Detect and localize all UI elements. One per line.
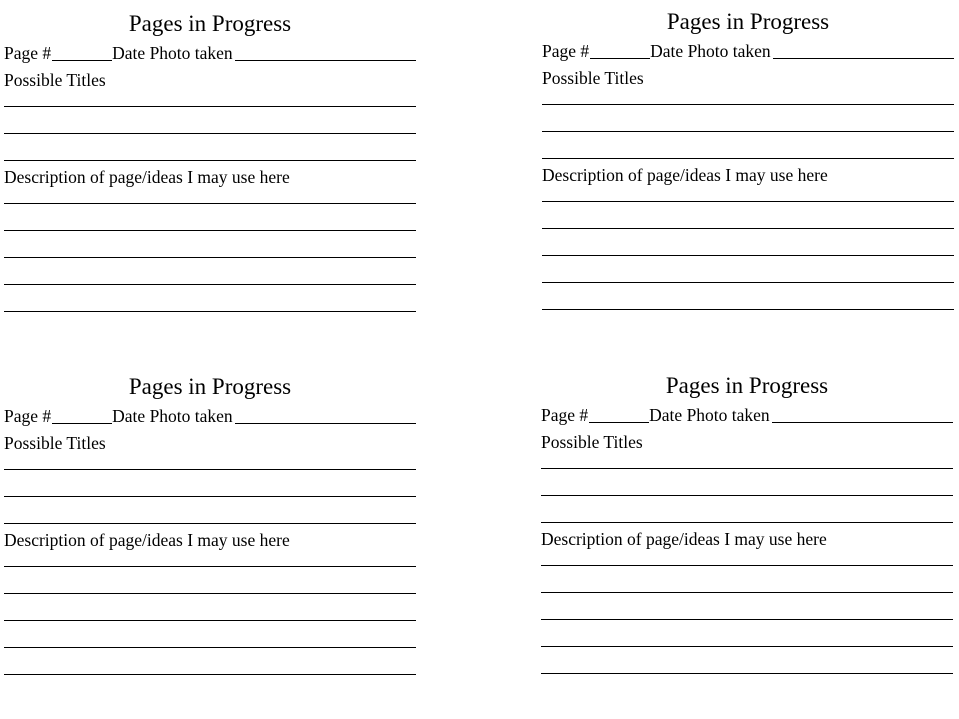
description-line[interactable] [541, 619, 953, 620]
title-line[interactable] [4, 469, 416, 470]
titles-lines [4, 469, 416, 524]
description-line[interactable] [542, 255, 954, 256]
title-line[interactable] [4, 523, 416, 524]
card-title: Pages in Progress [666, 9, 830, 34]
page-number-label: Page # [541, 405, 589, 425]
date-photo-field[interactable] [772, 407, 953, 423]
page-number-field[interactable] [590, 43, 650, 59]
title-line[interactable] [542, 104, 954, 105]
possible-titles-label: Possible Titles [541, 432, 643, 452]
title-line[interactable] [542, 131, 954, 132]
progress-card-top-right [542, 9, 954, 310]
progress-card-bottom-right [541, 373, 953, 674]
description-line[interactable] [542, 201, 954, 202]
description-line[interactable] [4, 566, 416, 567]
card-title: Pages in Progress [665, 373, 829, 398]
page-date-row [4, 406, 416, 426]
date-photo-field[interactable] [235, 408, 416, 424]
description-line[interactable] [541, 646, 953, 647]
page-number-field[interactable] [52, 45, 112, 61]
possible-titles-label: Possible Titles [4, 433, 106, 453]
date-photo-label: Date Photo taken [650, 41, 771, 61]
title-line[interactable] [4, 106, 416, 107]
page-date-row [542, 41, 954, 61]
date-photo-label: Date Photo taken [112, 43, 233, 63]
page-number-field[interactable] [52, 408, 112, 424]
description-lines [542, 201, 954, 310]
page-date-row [4, 43, 416, 63]
description-line[interactable] [542, 282, 954, 283]
description-line[interactable] [4, 647, 416, 648]
description-label: Description of page/ideas I may use here [542, 165, 828, 185]
description-line[interactable] [541, 673, 953, 674]
description-lines [541, 565, 953, 674]
description-line[interactable] [4, 311, 416, 312]
description-label: Description of page/ideas I may use here [4, 530, 290, 550]
card-title: Pages in Progress [128, 11, 292, 36]
page-number-label: Page # [542, 41, 590, 61]
date-photo-label: Date Photo taken [649, 405, 770, 425]
description-line[interactable] [541, 592, 953, 593]
titles-lines [542, 104, 954, 159]
description-line[interactable] [4, 257, 416, 258]
possible-titles-label: Possible Titles [542, 68, 644, 88]
title-line[interactable] [4, 133, 416, 134]
progress-card-bottom-left [4, 374, 416, 675]
title-line[interactable] [541, 495, 953, 496]
description-line[interactable] [4, 203, 416, 204]
date-photo-field[interactable] [235, 45, 416, 61]
page-number-label: Page # [4, 43, 52, 63]
description-label: Description of page/ideas I may use here [4, 167, 290, 187]
description-line[interactable] [4, 674, 416, 675]
page-number-label: Page # [4, 406, 52, 426]
description-line[interactable] [4, 620, 416, 621]
date-photo-field[interactable] [773, 43, 954, 59]
description-line[interactable] [542, 228, 954, 229]
card-title: Pages in Progress [128, 374, 292, 399]
titles-lines [4, 106, 416, 161]
description-line[interactable] [4, 230, 416, 231]
date-photo-label: Date Photo taken [112, 406, 233, 426]
title-line[interactable] [541, 468, 953, 469]
description-lines [4, 203, 416, 312]
description-line[interactable] [541, 565, 953, 566]
title-line[interactable] [541, 522, 953, 523]
description-line[interactable] [542, 309, 954, 310]
title-line[interactable] [4, 160, 416, 161]
description-line[interactable] [4, 593, 416, 594]
page-date-row [541, 405, 953, 425]
description-label: Description of page/ideas I may use here [541, 529, 827, 549]
titles-lines [541, 468, 953, 523]
page-number-field[interactable] [589, 407, 649, 423]
description-line[interactable] [4, 284, 416, 285]
progress-card-top-left [4, 11, 416, 312]
possible-titles-label: Possible Titles [4, 70, 106, 90]
title-line[interactable] [4, 496, 416, 497]
title-line[interactable] [542, 158, 954, 159]
description-lines [4, 566, 416, 675]
